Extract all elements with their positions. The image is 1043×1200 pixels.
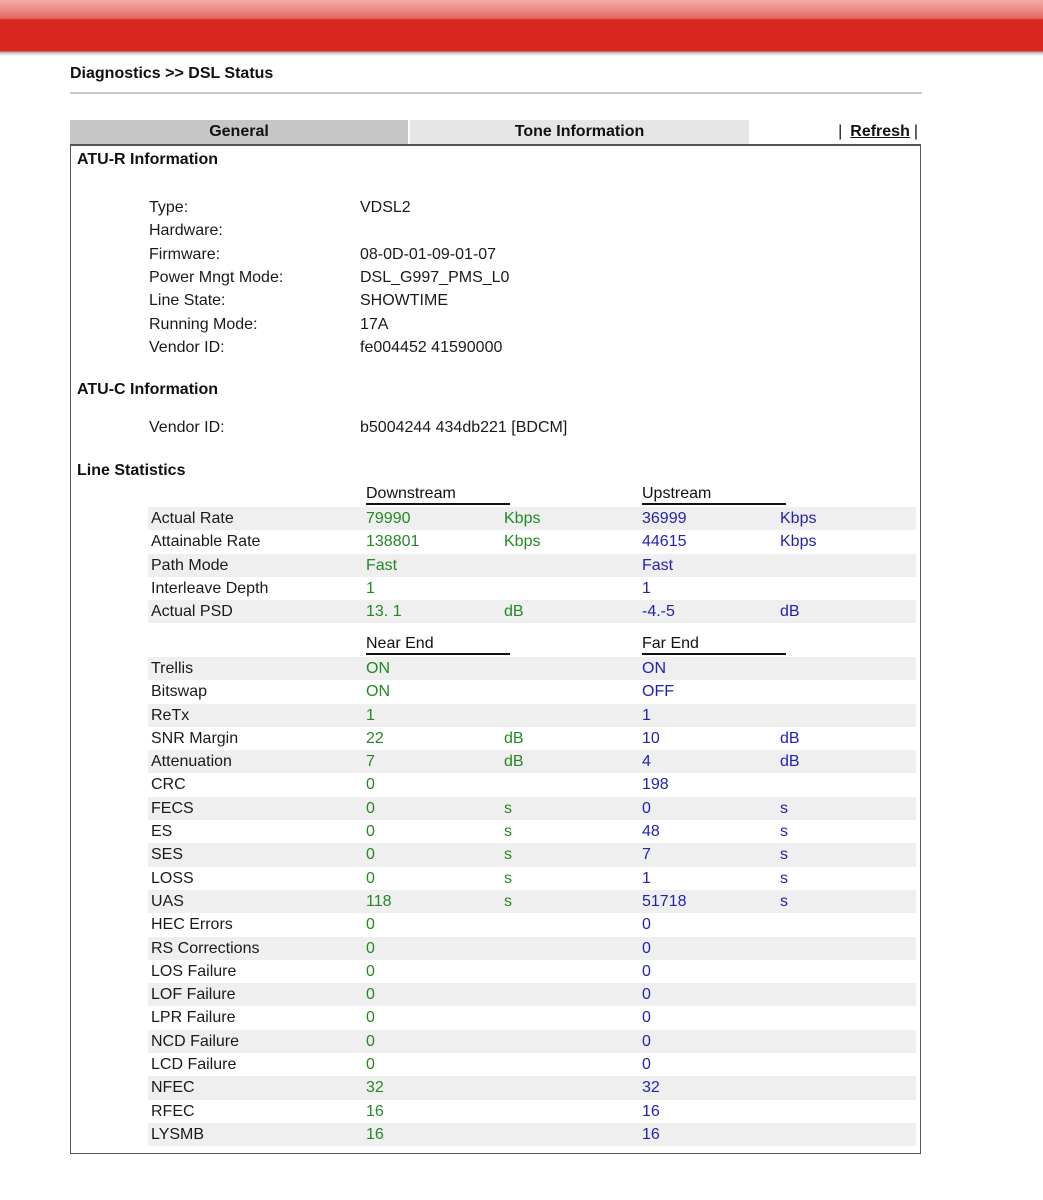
info-label: Power Mngt Mode:: [149, 268, 284, 286]
near-value: 0: [366, 962, 375, 980]
far-unit: s: [780, 869, 788, 887]
table-row: [148, 704, 916, 727]
info-label: Vendor ID:: [149, 419, 225, 436]
near-unit: dB: [504, 603, 524, 621]
separator: |: [838, 123, 843, 140]
far-value: 198: [642, 776, 669, 794]
far-value: 1: [642, 869, 651, 887]
stat-label: NFEC: [151, 1079, 195, 1097]
info-label: Vendor ID:: [149, 338, 225, 356]
info-label: Type:: [149, 199, 189, 216]
info-value: fe004452 41590000: [360, 338, 503, 356]
far-value: 32: [642, 1079, 660, 1097]
table-row: [148, 507, 916, 530]
table-row: [148, 750, 916, 773]
table-header: [148, 634, 916, 657]
table-row: [148, 797, 916, 820]
stat-label: SES: [151, 846, 184, 864]
near-value: 22: [366, 729, 384, 747]
near-unit: s: [504, 823, 512, 841]
stat-label: Interleave Depth: [151, 579, 269, 597]
far-value: 48: [642, 823, 660, 841]
near-value: ON: [366, 683, 390, 701]
line-stats-table-2: [148, 634, 916, 1146]
table-row: [148, 983, 916, 1006]
near-unit: dB: [504, 729, 524, 747]
table-row: [148, 1076, 916, 1099]
far-value: 0: [642, 986, 651, 1004]
stat-label: SNR Margin: [151, 729, 239, 747]
far-value: 4: [642, 753, 651, 771]
far-value: 0: [642, 1056, 651, 1074]
info-label: Line State:: [149, 292, 226, 310]
table-row: [148, 1006, 916, 1029]
near-value: 32: [366, 1079, 384, 1097]
far-value: 0: [642, 962, 651, 980]
near-value: 0: [366, 869, 375, 887]
far-unit: s: [780, 892, 788, 910]
far-value: 0: [642, 1009, 651, 1027]
near-value: 0: [366, 776, 375, 794]
info-label: Firmware:: [149, 245, 221, 263]
tab-bar: [70, 120, 922, 144]
table-row: [148, 600, 916, 623]
stat-label: RS Corrections: [151, 939, 260, 957]
near-value: 0: [366, 939, 375, 957]
near-value: 0: [366, 799, 375, 817]
info-value: VDSL2: [360, 199, 411, 216]
far-value: 0: [642, 799, 651, 817]
near-value: 1: [366, 706, 375, 724]
near-unit: s: [504, 799, 512, 817]
near-value: 0: [366, 986, 375, 1004]
far-unit: Kbps: [780, 533, 817, 551]
table-row: [148, 843, 916, 866]
table-row: [148, 773, 916, 796]
stat-label: LCD Failure: [151, 1056, 237, 1074]
info-value: 17A: [360, 315, 389, 333]
near-value: 0: [366, 1056, 375, 1074]
near-value: 13. 1: [366, 603, 402, 621]
near-value: 0: [366, 1009, 375, 1027]
info-value: 08-0D-01-09-01-07: [360, 245, 497, 263]
stat-label: ES: [151, 823, 173, 841]
table-row: [148, 937, 916, 960]
stat-label: LOF Failure: [151, 986, 236, 1004]
info-value: b5004244 434db221 [BDCM]: [360, 419, 568, 436]
far-value: 0: [642, 1032, 651, 1050]
far-value: 16: [642, 1102, 660, 1120]
near-value: 118: [366, 892, 392, 910]
stat-label: LYSMB: [151, 1125, 205, 1143]
atu-c-title: ATU-C Information: [77, 381, 219, 398]
far-value: 7: [642, 846, 651, 864]
far-value: Fast: [642, 556, 674, 574]
table-row: [148, 913, 916, 936]
stat-label: RFEC: [151, 1102, 195, 1120]
table-row: [148, 820, 916, 843]
near-unit: dB: [504, 753, 524, 771]
stat-label: Actual Rate: [151, 510, 234, 527]
refresh-link[interactable]: Refresh: [850, 123, 910, 140]
header-banner: [0, 0, 1043, 56]
stat-label: ReTx: [151, 706, 190, 724]
table-header: [148, 484, 916, 507]
far-value: 51718: [642, 892, 687, 910]
near-value: 0: [366, 823, 375, 841]
near-value: ON: [366, 660, 390, 677]
near-unit: Kbps: [504, 533, 541, 551]
column-header-near-end: Near End: [366, 634, 510, 655]
title-divider: [70, 92, 922, 94]
line-statistics-title: Line Statistics: [77, 462, 186, 479]
refresh-area: [838, 120, 918, 144]
tab-general[interactable]: General: [70, 120, 408, 144]
near-value: 0: [366, 846, 375, 864]
stat-label: LPR Failure: [151, 1009, 236, 1027]
stat-label: LOSS: [151, 869, 194, 887]
stat-label: Trellis: [151, 660, 194, 677]
far-unit: dB: [780, 729, 800, 747]
near-value: 0: [366, 916, 375, 934]
far-value: OFF: [642, 683, 674, 701]
breadcrumb: Diagnostics >> DSL Status: [70, 65, 274, 82]
far-unit: s: [780, 799, 788, 817]
far-value: 10: [642, 729, 660, 747]
table-row: [148, 554, 916, 577]
table-row: [148, 1100, 916, 1123]
near-value: 7: [366, 753, 375, 771]
near-value: 16: [366, 1125, 384, 1143]
table-row: [148, 530, 916, 553]
near-unit: s: [504, 892, 512, 910]
far-value: 0: [642, 939, 651, 957]
column-header-far-end: Far End: [642, 634, 786, 655]
far-value: 44615: [642, 533, 687, 551]
separator: |: [913, 123, 918, 140]
far-value: 36999: [642, 510, 687, 527]
stat-label: HEC Errors: [151, 916, 233, 934]
table-row: [148, 727, 916, 750]
near-unit: Kbps: [504, 510, 541, 527]
far-value: 1: [642, 706, 651, 724]
table-row: [148, 657, 916, 680]
far-value: ON: [642, 660, 666, 677]
far-unit: dB: [780, 753, 800, 771]
table-row: [148, 867, 916, 890]
far-value: 16: [642, 1125, 660, 1143]
stat-label: UAS: [151, 892, 184, 910]
stat-label: Path Mode: [151, 556, 229, 574]
table-row: [148, 680, 916, 703]
table-row: [148, 890, 916, 913]
near-unit: s: [504, 846, 512, 864]
near-unit: s: [504, 869, 512, 887]
stat-label: FECS: [151, 799, 194, 817]
far-unit: s: [780, 823, 788, 841]
tab-tone-information[interactable]: Tone Information: [410, 120, 749, 144]
near-value: 0: [366, 1032, 375, 1050]
table-row: [148, 1030, 916, 1053]
line-stats-table-1: [148, 484, 916, 623]
table-row: [148, 577, 916, 600]
near-value: Fast: [366, 556, 398, 574]
stat-label: LOS Failure: [151, 962, 237, 980]
stat-label: NCD Failure: [151, 1032, 240, 1050]
far-unit: s: [780, 846, 788, 864]
stat-label: Attenuation: [151, 753, 232, 771]
far-value: -4.-5: [642, 603, 675, 621]
dsl-status-panel: [70, 144, 921, 1154]
far-unit: Kbps: [780, 510, 817, 527]
column-header-downstream: Downstream: [366, 484, 510, 505]
atu-r-title: ATU-R Information: [77, 151, 219, 168]
info-value: DSL_G997_PMS_L0: [360, 268, 510, 286]
near-value: 1: [366, 579, 375, 597]
table-row: [148, 960, 916, 983]
stat-label: Bitswap: [151, 683, 208, 701]
info-label: Hardware:: [149, 222, 223, 240]
column-header-upstream: Upstream: [642, 484, 786, 505]
info-label: Running Mode:: [149, 315, 258, 333]
stat-label: Actual PSD: [151, 603, 233, 621]
near-value: 79990: [366, 510, 411, 527]
near-value: 16: [366, 1102, 384, 1120]
stat-label: CRC: [151, 776, 186, 794]
far-value: 0: [642, 916, 651, 934]
near-value: 138801: [366, 533, 420, 551]
stat-label: Attainable Rate: [151, 533, 261, 551]
table-row: [148, 1123, 916, 1146]
far-value: 1: [642, 579, 651, 597]
table-row: [148, 1053, 916, 1076]
info-value: SHOWTIME: [360, 292, 448, 310]
far-unit: dB: [780, 603, 800, 621]
